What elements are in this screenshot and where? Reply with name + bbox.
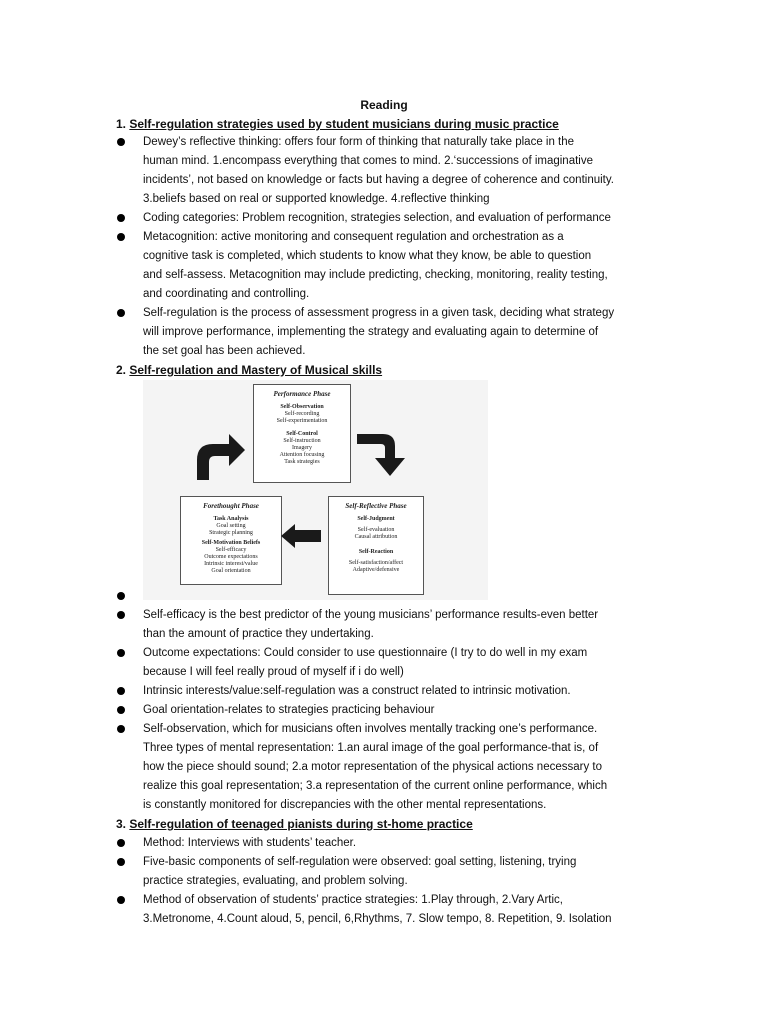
bullet-item (116, 644, 656, 682)
self-reflective-phase-box (328, 496, 424, 595)
section-1-list (116, 133, 656, 361)
bullet-dot-icon (117, 858, 125, 866)
bullet-dot-icon (117, 839, 125, 847)
section-1-number: 1. (116, 117, 127, 131)
bullet-item (116, 304, 656, 361)
bullet-text-line: and self-assess. Metacognition may include predicting, checking, monitoring, reality testing, (143, 269, 608, 281)
bullet-text-line: Three types of mental representation: 1.an aural image of the goal performance-that is, of (143, 742, 599, 754)
bullet-item (116, 228, 656, 304)
bullet-item (116, 853, 656, 891)
section-2-title: Self-regulation and Mastery of Musical skills (129, 363, 383, 377)
bullet-dot-icon (117, 233, 125, 241)
bullet-text-line: Self-regulation is the process of assessment progress in a given task, deciding what strategy (143, 307, 615, 319)
bullet-text-line: Coding categories: Problem recognition, strategies selection, and evaluation of performance (143, 212, 611, 224)
diagram-item: Strategic planning (209, 530, 253, 536)
bullet-item (116, 720, 656, 815)
diagram-item: Task strategies (284, 459, 320, 465)
forethought-phase-title: Forethought Phase (203, 502, 259, 510)
section-2-list (116, 587, 656, 815)
diagram-item: Self-instruction (283, 438, 321, 444)
bullet-text-line: Self-observation, which for musicians often involves mentally tracking one’s performance. (143, 723, 598, 735)
diagram-item: Causal attribution (354, 534, 398, 540)
bullet-text-line: Method of observation of students’ practice strategies: 1.Play through, 2.Vary Artic, (143, 894, 563, 906)
bullet-dot-icon (117, 649, 125, 657)
performance-phase-title: Performance Phase (273, 390, 331, 398)
page-title: Reading (360, 98, 408, 112)
diagram-item: Outcome expectations (204, 554, 258, 560)
bullet-item (116, 587, 656, 606)
bullet-text-line: practice strategies, evaluating, and problem solving. (143, 875, 408, 887)
diagram-item: Goal orientation (211, 568, 251, 574)
diagram-item: Self-efficacy (215, 547, 247, 553)
bullet-item (116, 682, 656, 701)
bullet-text-line: how the piece should sound; 2.a motor representation of the physical actions necessary to (143, 761, 602, 773)
performance-phase-box (253, 384, 351, 483)
bullet-item (116, 701, 656, 720)
bullet-dot-icon (117, 138, 125, 146)
bullet-item (116, 606, 656, 644)
bullet-text-line: Self-efficacy is the best predictor of the young musicians’ performance results-even better (143, 609, 599, 621)
bullet-text-line: will improve performance, implementing the strategy and evaluating again to determine of (143, 326, 599, 338)
bullet-text-line: realize this goal representation; 3.a representation of the current online performance, which (143, 780, 608, 792)
section-3-title: Self-regulation of teenaged pianists during st-home practice (129, 817, 473, 831)
bullet-text-line: Goal orientation-relates to strategies practicing behaviour (143, 704, 435, 716)
bullet-text-line: because I will feel really proud of myself if i do well) (143, 666, 404, 678)
section-3-heading (116, 815, 473, 833)
bullet-text-line: Metacognition: active monitoring and consequent regulation and orchestration as a (143, 231, 564, 243)
section-3-number: 3. (116, 817, 127, 831)
self-control-heading: Self-Control (286, 431, 318, 437)
curved-arrow-up-right-icon (193, 430, 249, 482)
bullet-text-line: Method: Interviews with students’ teacher. (143, 837, 357, 849)
bullet-text-line: Dewey’s reflective thinking: offers four form of thinking that naturally take place in the (143, 136, 575, 148)
self-reaction-heading: Self-Reaction (358, 549, 394, 555)
bullet-item (116, 209, 656, 228)
diagram-item: Self-recording (284, 411, 320, 417)
forethought-phase-box (180, 496, 282, 585)
self-motivation-heading: Self-Motivation Beliefs (201, 540, 261, 546)
bullet-dot-icon (117, 687, 125, 695)
bullet-dot-icon (117, 611, 125, 619)
diagram-item: Attention focusing (279, 452, 325, 458)
bullet-text-line: Five-basic components of self-regulation were observed: goal setting, listening, trying (143, 856, 577, 868)
bullet-dot-icon (117, 896, 125, 904)
bullet-text-line: 3.Metronome, 4.Count aloud, 5, pencil, 6,Rhythms, 7. Slow tempo, 8. Repetition, 9. Isolation (143, 913, 612, 925)
task-analysis-heading: Task Analysis (213, 516, 249, 522)
self-observation-heading: Self-Observation (280, 404, 324, 410)
bullet-text-line: and coordinating and controlling. (143, 288, 310, 300)
section-2-heading (116, 361, 382, 379)
bullet-text-line: the set goal has been achieved. (143, 345, 306, 357)
section-1-heading (116, 115, 559, 133)
bullet-dot-icon (117, 706, 125, 714)
diagram-item: Intrinsic interest/value (204, 561, 258, 567)
bullet-item (116, 834, 656, 853)
diagram-item: Self-evaluation (357, 527, 395, 533)
self-judgment-heading: Self-Judgment (357, 516, 395, 522)
bullet-text-line: human mind. 1.encompass everything that comes to mind. 2.‘successions of imaginative (143, 155, 593, 167)
bullet-dot-icon (117, 309, 125, 317)
bullet-item (116, 891, 656, 929)
bullet-text-line: 3.beliefs based on real or supported knowledge. 4.reflective thinking (143, 193, 490, 205)
bullet-dot-icon (117, 214, 125, 222)
section-3-list (116, 834, 656, 929)
arrow-left-icon (279, 524, 323, 548)
diagram-item: Self-satisfaction/affect (348, 560, 404, 566)
section-1-title: Self-regulation strategies used by student musicians during music practice (129, 117, 559, 131)
bullet-text-line: cognitive task is completed, which students to know what they know, be able to question (143, 250, 592, 262)
diagram-item: Adaptive/defensive (352, 567, 400, 573)
diagram-item: Goal setting (216, 523, 246, 529)
bullet-dot-icon (117, 592, 125, 600)
bullet-text-line: than the amount of practice they undertaking. (143, 628, 374, 640)
diagram-item: Imagery (292, 445, 312, 451)
bullet-text-line: is constantly monitored for discrepancies with the other mental representations. (143, 799, 547, 811)
diagram-item: Self-experimentation (276, 418, 328, 424)
curved-arrow-right-down-icon (355, 432, 407, 478)
bullet-text-line: Intrinsic interests/value:self-regulation was a construct related to intrinsic motivation. (143, 685, 571, 697)
bullet-text-line: incidents’, not based on knowledge or facts but having a degree of coherence and continuity. (143, 174, 614, 186)
self-regulation-cycle-diagram (143, 380, 488, 600)
section-2-number: 2. (116, 363, 127, 377)
self-reflective-phase-title: Self-Reflective Phase (345, 502, 407, 510)
bullet-text-line: Outcome expectations: Could consider to use questionnaire (I try to do well in my exam (143, 647, 588, 659)
bullet-item (116, 133, 656, 209)
bullet-dot-icon (117, 725, 125, 733)
